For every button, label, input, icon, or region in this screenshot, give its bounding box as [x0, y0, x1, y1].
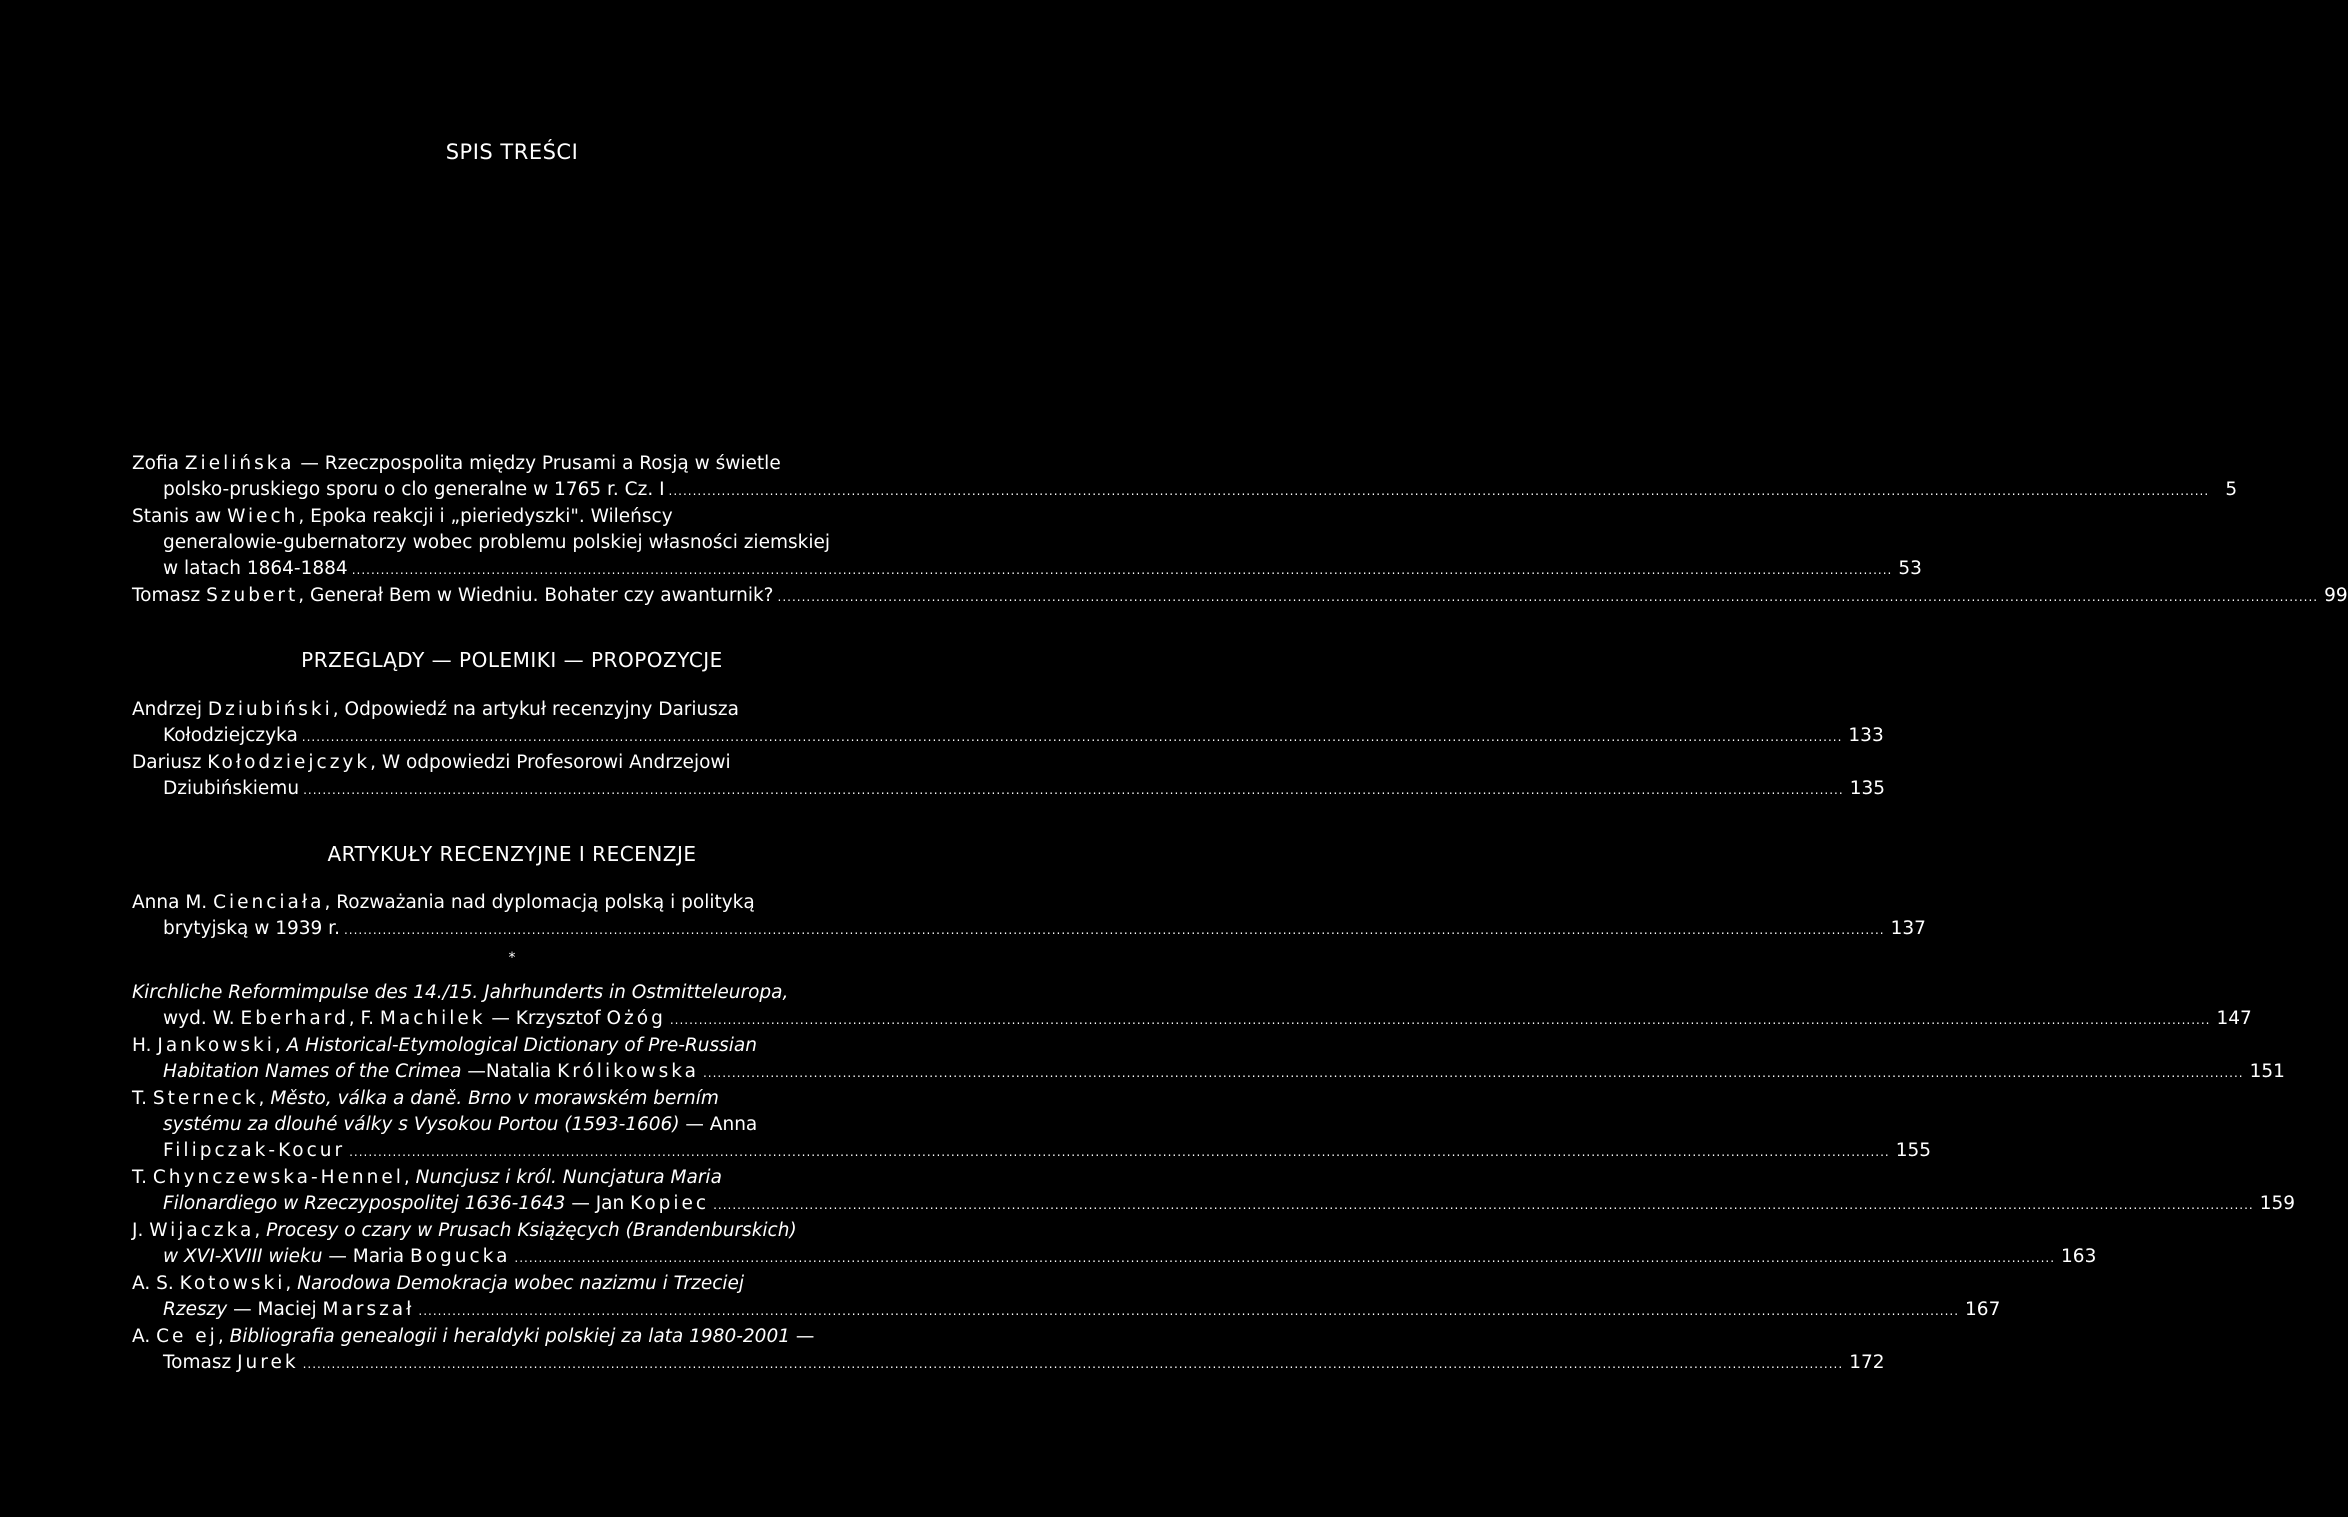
review-entry-jankowski[interactable] — [132, 1033, 2285, 1085]
author-last-name: Kołodziejczyk — [207, 752, 371, 773]
reviewer-first-name: — Jan — [565, 1193, 625, 1214]
review-title-cont: systému za dlouhé války s Vysokou Portou (1593-1606) — [163, 1114, 680, 1135]
dot-leader — [352, 557, 1893, 583]
review-entry-cetwinski[interactable] — [132, 1324, 1885, 1376]
review-title: Kirchliche Reformimpulse des 14./15. Jahrhunderts in Ostmitteleuropa, — [132, 982, 789, 1003]
author-first-name: A. — [132, 1326, 151, 1347]
reviewer-first-name: —Natalia — [461, 1061, 552, 1082]
page-number: 137 — [1890, 918, 1926, 939]
review-entry-kirchliche[interactable] — [132, 980, 2252, 1032]
entry-line — [132, 1244, 2097, 1270]
entry-title: , Odpowiedź na artykuł recenzyjny Dariusza — [332, 699, 739, 720]
reviewer-last-name: Ożóg — [606, 1008, 666, 1029]
entry-line: A. S. Kotowski, Narodowa Demokracja wobec nazizmu i Trzeciej — [132, 1273, 745, 1294]
author-last-name: Jankowski — [157, 1035, 275, 1056]
author-first-name: Stanis aw — [132, 506, 222, 527]
entry-title: , W odpowiedzi Profesorowi Andrzejowi — [370, 752, 731, 773]
reviewer-last-name: Kopiec — [630, 1193, 710, 1214]
author-last-name: Szubert — [206, 585, 299, 606]
reviewer-last-name: Marszał — [322, 1299, 415, 1320]
reviewer-first-name: — Krzysztof — [485, 1008, 601, 1029]
entry-line: T. Sterneck, Město, válka a daně. Brno v morawském berním — [132, 1088, 719, 1109]
entry-line — [132, 723, 1884, 749]
entry-line: A. Ce ej, Bibliografia genealogii i heraldyki polskiej za lata 1980-2001 — — [132, 1326, 815, 1347]
dot-leader — [713, 1192, 2254, 1218]
entry-title-cont: Kołodziejczyka — [163, 725, 298, 746]
entry-line: J. Wijaczka, Procesy o czary w Prusach Książęcych (Brandenburskich) — [132, 1220, 797, 1241]
entry-line — [132, 890, 897, 916]
review-entry-wijaczka[interactable] — [132, 1218, 2097, 1270]
author-last-name: Sterneck — [152, 1088, 259, 1109]
review-title-cont — [163, 1191, 709, 1217]
entry-title-cont: Dziubińskiemu — [163, 778, 300, 799]
review-title-cont — [163, 1059, 699, 1085]
page-number: 167 — [1965, 1299, 2001, 1320]
toc-entry-kolodziejczyk[interactable] — [132, 750, 1885, 802]
dot-leader — [302, 724, 1843, 750]
review-title: Narodowa Demokracja wobec nazizmu i Trzeciej — [297, 1273, 745, 1294]
author-first-name: Andrzej — [132, 699, 202, 720]
toc-entry-dziubinski[interactable] — [132, 697, 1884, 749]
editor-name: Eberhard — [240, 1008, 349, 1029]
dash: — — [789, 1326, 815, 1347]
editor-name: Machilek — [379, 1008, 486, 1029]
entry-line — [132, 504, 897, 530]
review-title: Město, válka a daně. Brno v morawském berním — [270, 1088, 719, 1109]
author-last-name: Zielińska — [184, 453, 295, 474]
editor-initial: , F. — [348, 1008, 375, 1029]
entry-line — [132, 980, 897, 1006]
author-first-name: T. — [132, 1167, 147, 1188]
entry-line — [132, 583, 2348, 609]
editor-label: wyd. W. — [163, 1008, 235, 1029]
entry-title — [132, 583, 774, 609]
dot-leader — [514, 1245, 2055, 1271]
author-last-name: Ce ej — [156, 1326, 218, 1347]
page-number: 163 — [2061, 1246, 2097, 1267]
author-first-name: Anna M. — [132, 892, 208, 913]
review-entry-chynczewska[interactable] — [132, 1165, 2296, 1217]
author-last-name: Wiech — [227, 506, 299, 527]
page-number: 135 — [1849, 778, 1885, 799]
author-first-name: A. S. — [132, 1273, 174, 1294]
page-number: 172 — [1849, 1352, 1885, 1373]
entry-line — [132, 1138, 1932, 1164]
author-last-name: Dziubiński — [207, 699, 333, 720]
page-number: 99 — [2324, 585, 2348, 606]
entry-line — [132, 750, 897, 776]
author-last-name: Wijaczka — [149, 1220, 255, 1241]
author-last-name: Chynczewska-Hennel — [152, 1167, 404, 1188]
dot-leader — [344, 917, 1885, 943]
dot-leader — [703, 1060, 2244, 1086]
entry-line — [132, 697, 897, 723]
page-number: 147 — [2216, 1008, 2252, 1029]
dot-leader — [670, 1007, 2211, 1033]
reviewer-last-name: Jurek — [237, 1352, 299, 1373]
entry-line — [132, 1059, 2285, 1085]
toc-entry-zielinska[interactable] — [132, 451, 2238, 503]
entry-line — [132, 1006, 2252, 1032]
author-first-name: Tomasz — [132, 585, 201, 606]
entry-title-cont: brytyjską w 1939 r. — [163, 918, 340, 939]
review-entry-sterneck[interactable] — [132, 1086, 1932, 1164]
entry-line — [132, 556, 1922, 582]
review-editors — [163, 1006, 666, 1032]
reviewer-first-name: — Anna — [679, 1114, 758, 1135]
author-first-name: J. — [132, 1220, 144, 1241]
review-title-text: Habitation Names of the Crimea — [163, 1061, 462, 1082]
reviewer-first-name: Tomasz — [163, 1352, 232, 1373]
entry-title: — Rzeczpospolita między Prusami a Rosją w świetle — [300, 453, 781, 474]
review-title-cont — [163, 1244, 510, 1270]
review-title: Bibliografia genealogii i heraldyki polskiej za lata 1980-2001 — [229, 1326, 790, 1347]
toc-entry-szubert[interactable] — [132, 583, 2348, 609]
entry-line — [132, 451, 897, 477]
entry-line: T. Chynczewska-Hennel, Nuncjusz i król. Nuncjatura Maria — [132, 1167, 722, 1188]
review-title-text: w XVI-XVIII wieku — [163, 1246, 323, 1267]
separator-asterisk: * — [508, 950, 516, 966]
reviewer — [163, 1350, 299, 1376]
author-first-name: H. — [132, 1035, 152, 1056]
entry-line — [132, 1350, 1885, 1376]
review-title-text: Rzeszy — [163, 1299, 228, 1320]
entry-line — [132, 1112, 897, 1138]
entry-line — [132, 776, 1885, 802]
review-title: Nuncjusz i król. Nuncjatura Maria — [415, 1167, 722, 1188]
reviewer-last-name: Królikowska — [557, 1061, 699, 1082]
dot-leader — [418, 1298, 1959, 1324]
page-number: 151 — [2249, 1061, 2285, 1082]
entry-line — [132, 1191, 2296, 1217]
dot-leader — [303, 1351, 1844, 1377]
review-title: A Historical-Etymological Dictionary of Pre-Russian — [286, 1035, 757, 1056]
toc-entry-cienciala[interactable] — [132, 890, 1926, 942]
review-entry-kotowski[interactable] — [132, 1271, 2001, 1323]
dot-leader — [349, 1139, 1890, 1165]
review-title-cont — [163, 1297, 414, 1323]
reviewer-first-name: — Maciej — [227, 1299, 317, 1320]
entry-title-cont: w latach 1864-1884 — [163, 558, 348, 579]
page-number: 5 — [2225, 479, 2238, 500]
entry-line — [132, 1297, 2001, 1323]
entry-line — [132, 916, 1926, 942]
author-first-name: T. — [132, 1088, 147, 1109]
author-last-name: Cienciała — [213, 892, 325, 913]
dot-leader — [669, 478, 2210, 504]
page-title: SPIS TREŚCI — [445, 140, 579, 164]
section-heading-przeglady: PRZEGLĄDY — POLEMIKI — PROPOZYCJE — [301, 648, 723, 672]
dot-leader — [778, 584, 2319, 610]
entry-line — [132, 477, 2238, 503]
entry-line — [132, 530, 897, 556]
toc-entry-wiech[interactable] — [132, 504, 1922, 582]
section-heading-artykuly: ARTYKUŁY RECENZYJNE I RECENZJE — [327, 842, 697, 866]
reviewer-last-name: Bogucka — [410, 1246, 511, 1267]
page-number: 159 — [2259, 1193, 2296, 1214]
entry-title: , Rozważania nad dyplomacją polską i polityką — [324, 892, 755, 913]
entry-line: H. Jankowski, A Historical-Etymological Dictionary of Pre-Russian — [132, 1035, 757, 1056]
page-number: 155 — [1895, 1140, 1932, 1161]
reviewer-last-name: Filipczak-Kocur — [163, 1140, 346, 1161]
reviewer-first-name: — Maria — [322, 1246, 405, 1267]
entry-title-cont: polsko-pruskiego sporu o clo generalne w 1765 r. Cz. I — [163, 479, 665, 500]
dot-leader — [303, 777, 1844, 803]
author-first-name: Dariusz — [132, 752, 202, 773]
review-title-text: Filonardiego w Rzeczypospolitej 1636-1643 — [163, 1193, 566, 1214]
entry-title-cont: generalowie-gubernatorzy wobec problemu polskiej własności ziemskiej — [163, 532, 830, 553]
review-title: Procesy o czary w Prusach Książęcych (Brandenburskich) — [266, 1220, 797, 1241]
page-number: 133 — [1848, 725, 1884, 746]
author-first-name: Zofia — [132, 453, 179, 474]
author-last-name: Kotowski — [179, 1273, 286, 1294]
entry-title: , Epoka reakcji i „pieriedyszki". Wileńscy — [298, 506, 673, 527]
page-number: 53 — [1898, 558, 1922, 579]
entry-title-text: , Generał Bem w Wiedniu. Bohater czy awanturnik? — [298, 585, 774, 606]
